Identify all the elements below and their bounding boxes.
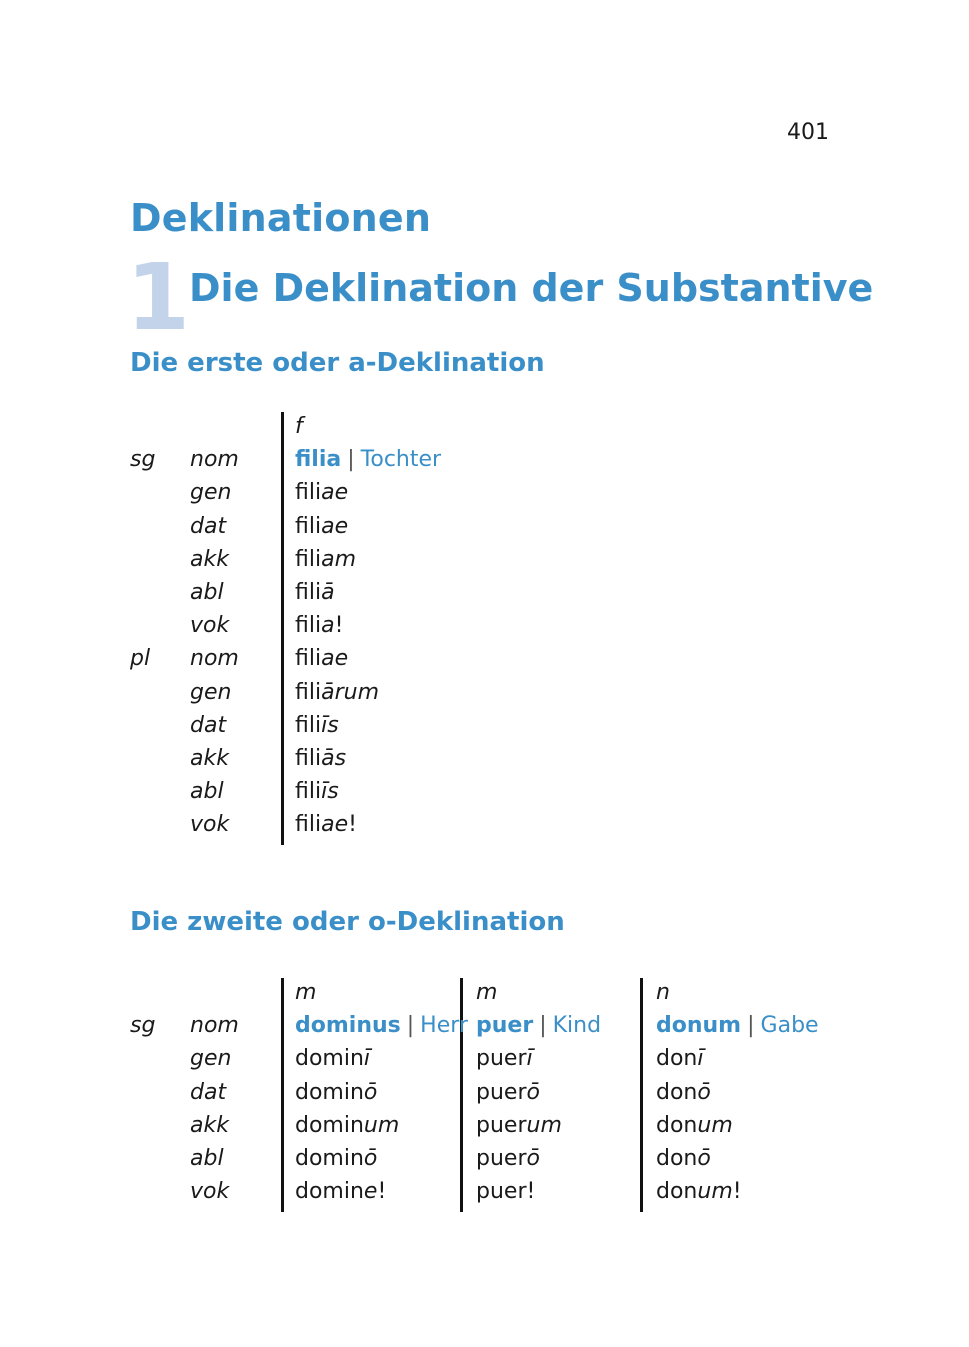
form-ending: ī	[526, 1046, 533, 1072]
form-stem: don	[656, 1112, 698, 1138]
form-stem: don	[656, 1079, 698, 1105]
form-stem: fili	[295, 812, 322, 838]
form-cell	[476, 1175, 535, 1208]
form-ending: um	[526, 1112, 562, 1138]
form-stem: fili	[295, 779, 322, 805]
chapter-title: Deklinationen	[130, 196, 432, 240]
form-stem: puer	[476, 1112, 527, 1138]
gender-label: m	[476, 980, 498, 1005]
form-stem: fili	[295, 480, 322, 506]
case-label: nom	[190, 1013, 239, 1039]
case-label: abl	[190, 1146, 224, 1171]
form-ending: um	[363, 1112, 400, 1138]
form-stem: puer	[476, 1046, 527, 1072]
form-cell	[295, 642, 348, 675]
case-label: akk	[190, 546, 229, 572]
form-ending: am	[321, 546, 357, 572]
form-stem: domin	[295, 1079, 364, 1105]
form-cell	[295, 742, 346, 775]
form-ending: um	[697, 1179, 733, 1205]
form-cell	[295, 676, 379, 709]
gender-label: m	[295, 980, 317, 1005]
gender-label: n	[656, 980, 670, 1005]
form-ending: ō	[363, 1146, 378, 1171]
gloss-translation: Gabe	[760, 1013, 819, 1039]
form-cell	[656, 1142, 711, 1175]
form-ending: a	[321, 613, 335, 639]
form-cell	[295, 1042, 370, 1075]
form-cell	[295, 709, 339, 742]
number-label: sg	[130, 447, 156, 473]
form-stem: puer	[476, 1179, 527, 1205]
form-cell	[476, 1142, 540, 1175]
number-label: sg	[130, 1013, 156, 1039]
case-label: dat	[190, 712, 227, 738]
form-cell	[295, 775, 339, 808]
lemma-entry	[295, 1009, 468, 1042]
case-label: nom	[190, 447, 239, 473]
form-cell	[295, 476, 348, 509]
form-ending: ō	[526, 1079, 540, 1105]
form-stem: fili	[295, 679, 322, 705]
form-ending: īs	[321, 779, 339, 805]
form-suffix: !	[348, 812, 357, 838]
form-ending: e	[363, 1179, 378, 1205]
form-cell	[656, 1042, 704, 1075]
form-cell	[656, 1175, 742, 1208]
form-ending: ō	[697, 1079, 711, 1105]
form-stem: domin	[295, 1146, 364, 1171]
form-ending: ō	[697, 1146, 711, 1171]
case-label: vok	[190, 1179, 230, 1205]
case-label: gen	[190, 679, 232, 705]
case-label: abl	[190, 779, 224, 805]
lemma-entry	[295, 443, 441, 476]
form-stem: fili	[295, 613, 322, 639]
section-number: 1	[126, 244, 191, 351]
form-cell	[476, 1076, 540, 1109]
form-suffix: !	[732, 1179, 742, 1205]
lemma-word: donum	[656, 1013, 742, 1039]
form-cell	[295, 609, 343, 642]
column-divider	[281, 412, 284, 845]
column-divider	[640, 978, 643, 1212]
case-label: gen	[190, 480, 232, 506]
form-stem: fili	[295, 546, 322, 572]
table-1-title: Die erste oder a-Deklination	[130, 348, 545, 378]
gloss-translation: Kind	[552, 1013, 602, 1039]
form-cell	[656, 1076, 711, 1109]
case-label: gen	[190, 1046, 232, 1072]
form-ending: īs	[321, 712, 339, 738]
lemma-word: puer	[476, 1013, 534, 1039]
form-suffix: !	[526, 1179, 536, 1205]
form-stem: don	[656, 1179, 698, 1205]
form-stem: fili	[295, 580, 322, 605]
lemma-word: filia	[295, 447, 342, 473]
form-cell	[295, 808, 357, 841]
separator: |	[539, 1013, 547, 1039]
case-label: nom	[190, 646, 239, 672]
form-ending: ō	[363, 1079, 378, 1105]
separator: |	[347, 447, 355, 473]
form-stem: domin	[295, 1046, 364, 1072]
case-label: dat	[190, 1079, 227, 1105]
case-label: akk	[190, 746, 229, 771]
table-2-title: Die zweite oder o-Deklination	[130, 907, 565, 937]
form-ending: ae	[321, 646, 349, 672]
form-stem: fili	[295, 746, 322, 771]
case-label: abl	[190, 580, 224, 605]
form-stem: domin	[295, 1179, 364, 1205]
form-cell	[656, 1109, 733, 1142]
gloss-translation: Herr	[420, 1013, 468, 1039]
gloss-translation: Tochter	[360, 447, 442, 473]
separator: |	[747, 1013, 755, 1039]
case-label: vok	[190, 812, 230, 838]
section-title: Die Deklination der Substantive	[189, 266, 874, 310]
form-cell	[295, 510, 348, 543]
form-ending: ā	[321, 580, 335, 605]
form-cell	[295, 1076, 377, 1109]
form-ending: ās	[321, 746, 347, 771]
page-number: 401	[787, 120, 829, 145]
form-stem: puer	[476, 1146, 527, 1171]
case-label: akk	[190, 1112, 229, 1138]
form-stem: puer	[476, 1079, 527, 1105]
form-ending: ō	[526, 1146, 540, 1171]
form-stem: fili	[295, 646, 322, 672]
form-ending: ī	[697, 1046, 704, 1072]
form-stem: fili	[295, 712, 322, 738]
form-ending: ae	[321, 513, 349, 539]
form-ending: ārum	[321, 679, 379, 705]
form-cell	[295, 543, 356, 576]
form-cell	[476, 1042, 533, 1075]
form-stem: don	[656, 1146, 698, 1171]
form-stem: don	[656, 1046, 698, 1072]
gender-label: f	[295, 414, 303, 439]
form-stem: domin	[295, 1112, 364, 1138]
lemma-entry	[476, 1009, 601, 1042]
form-cell	[295, 576, 335, 609]
form-cell	[295, 1175, 386, 1208]
lemma-word: dominus	[295, 1013, 401, 1039]
column-divider	[281, 978, 284, 1212]
separator: |	[406, 1013, 415, 1039]
form-suffix: !	[377, 1179, 387, 1205]
lemma-entry	[656, 1009, 819, 1042]
form-cell	[295, 1109, 399, 1142]
form-ending: ae	[321, 480, 349, 506]
number-label: pl	[130, 646, 151, 672]
form-ending: ae	[321, 812, 349, 838]
form-ending: ī	[363, 1046, 371, 1072]
form-cell	[295, 1142, 377, 1175]
form-ending: um	[697, 1112, 733, 1138]
form-cell	[476, 1109, 562, 1142]
form-stem: fili	[295, 513, 322, 539]
case-label: dat	[190, 513, 227, 539]
form-suffix: !	[334, 613, 344, 639]
case-label: vok	[190, 613, 230, 639]
